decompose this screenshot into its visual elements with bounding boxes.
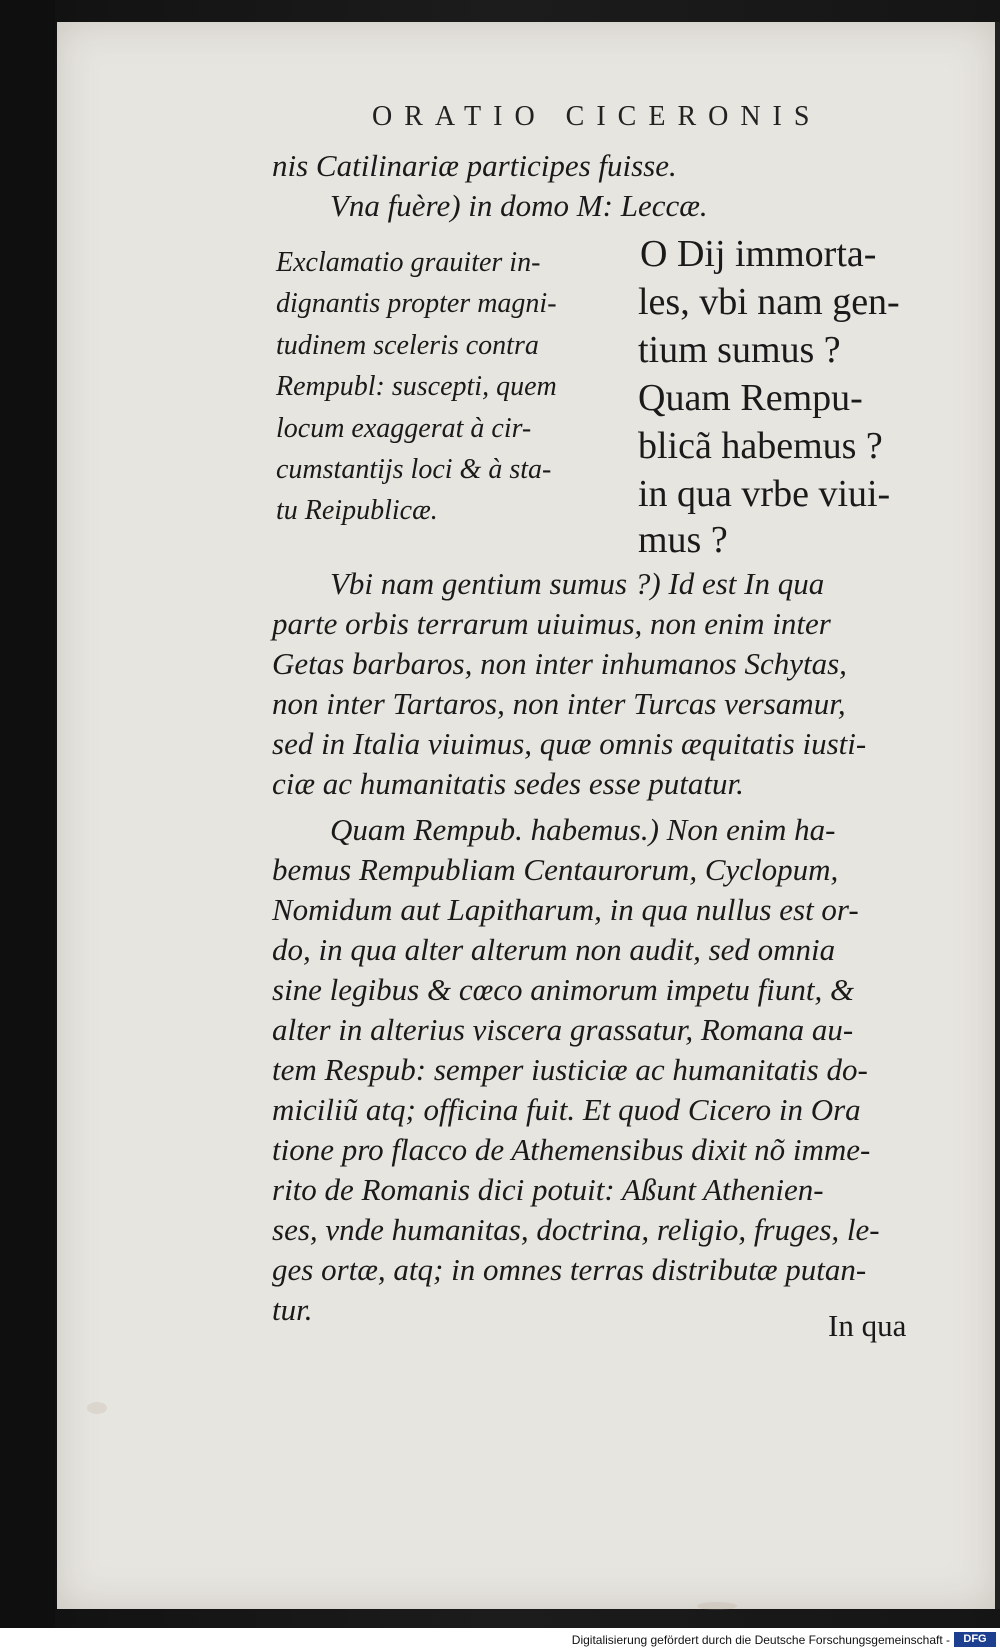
quote-line: in qua vrbe viui- bbox=[638, 473, 891, 515]
commentary-line: sed in Italia viuimus, quæ omnis æquitatis iusti- bbox=[272, 726, 867, 761]
commentary-line: sine legibus & cœco animorum impetu fiunt, & bbox=[272, 972, 855, 1007]
commentary-line: rito de Romanis dici potuit: Aßunt Athenien- bbox=[272, 1172, 824, 1207]
commentary-line: parte orbis terrarum uiuimus, non enim inter bbox=[272, 606, 831, 641]
commentary-line: miciliũ atq; officina fuit. Et quod Cicero in Ora bbox=[272, 1092, 861, 1127]
dfg-logo: DFG bbox=[954, 1632, 996, 1647]
paper-stain bbox=[697, 1602, 737, 1610]
commentary-line: do, in qua alter alterum non audit, sed omnia bbox=[272, 932, 836, 967]
commentary-line: Vbi nam gentium sumus ?) Id est In qua bbox=[330, 566, 825, 601]
commentary-line: ses, vnde humanitas, doctrina, religio, fruges, le- bbox=[272, 1212, 880, 1247]
commentary-line: Getas barbaros, non inter inhumanos Schytas, bbox=[272, 646, 847, 681]
sidenote-line: tu Reipublicæ. bbox=[276, 495, 438, 526]
scan-right-edge bbox=[995, 22, 1000, 1609]
footer-bar bbox=[0, 1628, 1000, 1651]
commentary-line: tem Respub: semper iusticiæ ac humanitatis do- bbox=[272, 1052, 868, 1087]
sidenote-line: Rempubl: suscepti, quem bbox=[276, 371, 557, 402]
commentary-line: bemus Rempubliam Centaurorum, Cyclopum, bbox=[272, 852, 839, 887]
commentary-line: Nomidum aut Lapitharum, in qua nullus est or- bbox=[272, 892, 859, 927]
commentary-line: ges ortæ, atq; in omnes terras distributæ putan- bbox=[272, 1252, 867, 1287]
quote-line: Quam Rempu- bbox=[638, 377, 863, 419]
commentary-line: tur. bbox=[272, 1292, 313, 1327]
commentary-line: tione pro flacco de Athemensibus dixit nõ imme- bbox=[272, 1132, 871, 1167]
quote-line: les, vbi nam gen- bbox=[638, 281, 900, 323]
quote-line: tium sumus ? bbox=[638, 329, 841, 371]
commentary-line: alter in alterius viscera grassatur, Romana au- bbox=[272, 1012, 854, 1047]
sidenote-line: Exclamatio grauiter in- bbox=[276, 247, 541, 278]
text-line: nis Catilinariæ participes fuisse. bbox=[272, 148, 677, 183]
sidenote-line: tudinem sceleris contra bbox=[276, 330, 539, 361]
catchword: In qua bbox=[828, 1308, 907, 1343]
commentary-line: Quam Rempub. habemus.) Non enim ha- bbox=[330, 812, 836, 847]
running-head: ORATIO CICERONIS bbox=[372, 101, 822, 132]
commentary-line: non inter Tartaros, non inter Turcas versamur, bbox=[272, 686, 846, 721]
quote-line: mus ? bbox=[638, 519, 728, 561]
footer-credit: Digitalisierung gefördert durch die Deutsche Forschungsgemeinschaft - bbox=[571, 1633, 950, 1647]
text-line: Vna fuère) in domo M: Leccæ. bbox=[330, 188, 708, 223]
sidenote-line: dignantis propter magni- bbox=[276, 288, 557, 319]
commentary-line: ciæ ac humanitatis sedes esse putatur. bbox=[272, 766, 744, 801]
sidenote-line: cumstantijs loci & à sta- bbox=[276, 454, 552, 485]
quote-line: blicã habemus ? bbox=[638, 425, 883, 467]
sidenote-line: locum exaggerat à cir- bbox=[276, 413, 532, 444]
scan-left-edge bbox=[0, 0, 55, 1651]
paper-stain bbox=[87, 1402, 107, 1414]
quote-line: O Dij immorta- bbox=[640, 233, 877, 275]
